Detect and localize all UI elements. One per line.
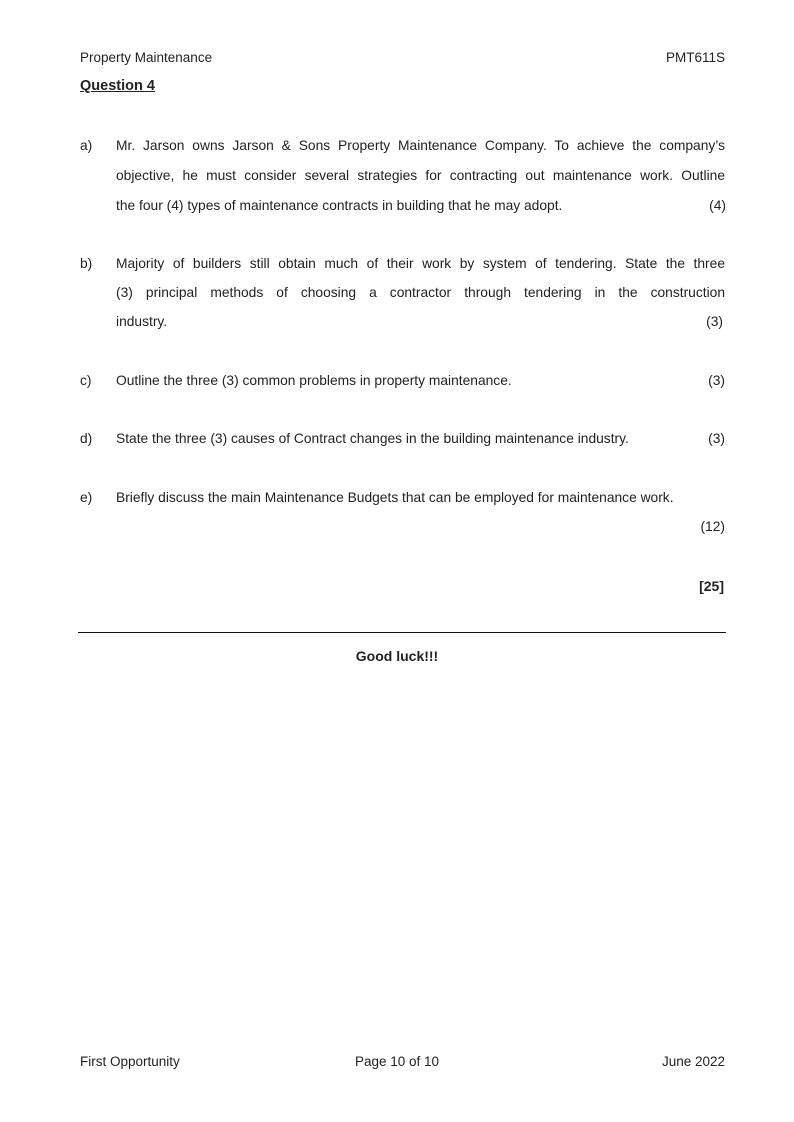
total-marks: [25] [699, 578, 724, 594]
item-letter: c) [80, 373, 92, 388]
item-text-line: Majority of builders still obtain much of their work by system of tendering. State the three [116, 256, 725, 271]
item-letter: d) [80, 431, 93, 446]
item-text-line: industry. [116, 314, 168, 329]
item-text-line: the four (4) types of maintenance contracts in building that he may adopt. [116, 198, 563, 213]
course-name: Property Maintenance [80, 50, 213, 65]
item-text-line: (3) principal methods of choosing a contractor through tendering in the construction [116, 285, 725, 300]
item-marks: (4) [709, 198, 726, 213]
item-letter: b) [80, 256, 93, 271]
item-marks: (12) [700, 519, 725, 534]
footer-date: June 2022 [661, 1054, 725, 1069]
item-marks: (3) [708, 373, 725, 388]
question-title: Question 4 [80, 78, 155, 94]
item-text-line: objective, he must consider several strategies for contracting out maintenance work. Outline [116, 168, 725, 183]
footer-session: First Opportunity [80, 1054, 180, 1069]
closing-message: Good luck!!! [355, 648, 439, 664]
item-text-line: Mr. Jarson owns Jarson & Sons Property Maintenance Company. To achieve the company’s [116, 138, 725, 153]
item-text-line: Outline the three (3) common problems in property maintenance. [116, 373, 512, 388]
item-letter: a) [80, 138, 93, 153]
item-letter: e) [80, 490, 93, 505]
item-text-line: State the three (3) causes of Contract changes in the building maintenance industry. [116, 431, 629, 446]
course-code: PMT611S [665, 50, 725, 65]
divider-line [78, 632, 726, 633]
item-text-line: Briefly discuss the main Maintenance Budgets that can be employed for maintenance work. [116, 490, 674, 505]
item-marks: (3) [706, 314, 723, 329]
item-marks: (3) [708, 431, 725, 446]
footer-page-number: Page 10 of 10 [354, 1054, 440, 1069]
